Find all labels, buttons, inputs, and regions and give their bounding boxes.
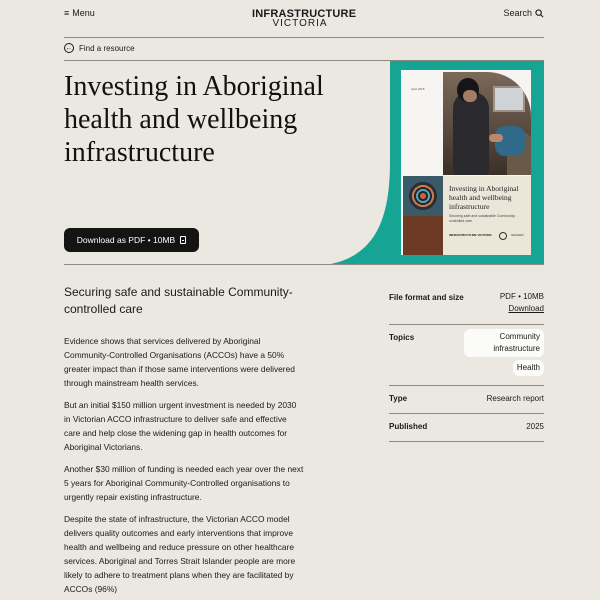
document-icon	[180, 236, 186, 244]
report-subtitle: Securing safe and sustainable Community-controlled care	[64, 285, 293, 316]
search-button[interactable]	[503, 8, 544, 18]
find-resource-link[interactable]	[64, 43, 135, 53]
page-title: Investing in Aboriginal health and wellbeing infrastructure	[64, 71, 324, 168]
report-cover-image	[401, 70, 531, 255]
body-paragraph: Evidence shows that services delivered by Aboriginal Community-Controlled Organisations (ACCOs) have a 50% greater impact than if those same interventions were delivered through mainstream health services.	[64, 336, 295, 388]
cover-date: April 2025	[411, 87, 425, 91]
meta-value-file-format	[500, 291, 544, 315]
cover-dot-artwork	[403, 176, 443, 216]
cover-logo-infrastructure-victoria: INFRASTRUCTURE VICTORIA	[449, 233, 492, 237]
meta-key-published: Published	[389, 422, 428, 431]
photo-window	[493, 86, 525, 112]
meta-row-published	[389, 414, 544, 442]
download-link[interactable]: Download	[508, 304, 544, 313]
cover-logo-mark	[499, 232, 507, 240]
site-header	[0, 0, 600, 38]
meta-key-type: Type	[389, 394, 408, 403]
meta-row-file-format	[389, 285, 544, 325]
body-paragraph: Despite the state of infrastructure, the Victorian ACCO model delivers quality outcomes and early interventions that improve health and wellbeing and reduce pressure on other healthcare services. Aboriginal and Torres Strait Islander people are more likely to adhere to treatment plans when they are facilitated by ACCOs (96%)	[64, 514, 296, 594]
photo-face	[463, 90, 477, 102]
report-metadata	[389, 285, 544, 442]
cover-photo	[443, 72, 531, 175]
hero-bottom-divider	[64, 264, 544, 265]
logo-line2: VICTORIA	[272, 18, 328, 29]
photo-hand	[489, 134, 503, 142]
menu-button[interactable]	[64, 8, 95, 18]
photo-person	[453, 92, 489, 175]
meta-key-topics: Topics	[389, 333, 415, 342]
find-resource-label: Find a resource	[79, 43, 135, 53]
cover-logo-vaccho: VACCHO	[511, 233, 524, 237]
download-pdf-button[interactable]	[64, 228, 199, 252]
cover-title: Investing in Aboriginal health and wellbeing infrastructure	[449, 184, 519, 211]
search-icon	[535, 9, 544, 18]
file-format-value: PDF • 10MB	[499, 292, 544, 301]
body-paragraph: Another $30 million of funding is needed each year over the next 5 years for Aboriginal Community-Controlled organisations to urgently repair existing infrastructure.	[64, 464, 304, 502]
download-pdf-label: Download as PDF • 10MB	[76, 235, 176, 245]
menu-label: Menu	[72, 8, 95, 18]
search-label: Search	[503, 8, 532, 18]
meta-value-topics	[464, 329, 544, 376]
body-paragraph: But an initial $150 million urgent investment is needed by 2030 in Victorian ACCO infrastructure to deliver safe and effective care and help close the widening gap in health outcomes for Aboriginal Victorians.	[64, 400, 297, 452]
hamburger-icon: ≡	[64, 7, 70, 18]
topic-pill-community-infrastructure[interactable]: Community infrastructure	[464, 329, 544, 357]
meta-row-type	[389, 386, 544, 414]
meta-value-published: 2025	[526, 422, 544, 431]
topic-pill-health[interactable]: Health	[513, 360, 544, 376]
meta-row-topics	[389, 325, 544, 386]
site-logo[interactable]	[252, 8, 357, 29]
arrow-left-icon: ←	[65, 44, 73, 52]
cover-title-box	[443, 176, 531, 255]
meta-value-type: Research report	[486, 394, 544, 403]
cover-ochre-panel	[403, 216, 443, 255]
logo-line1: INFRASTRUCTURE	[252, 8, 357, 20]
meta-key-file-format: File format and size	[389, 293, 464, 302]
cover-subtitle: Securing safe and sustainable Community-controlled care	[449, 214, 516, 223]
header-divider	[64, 37, 544, 38]
report-body	[64, 334, 304, 600]
